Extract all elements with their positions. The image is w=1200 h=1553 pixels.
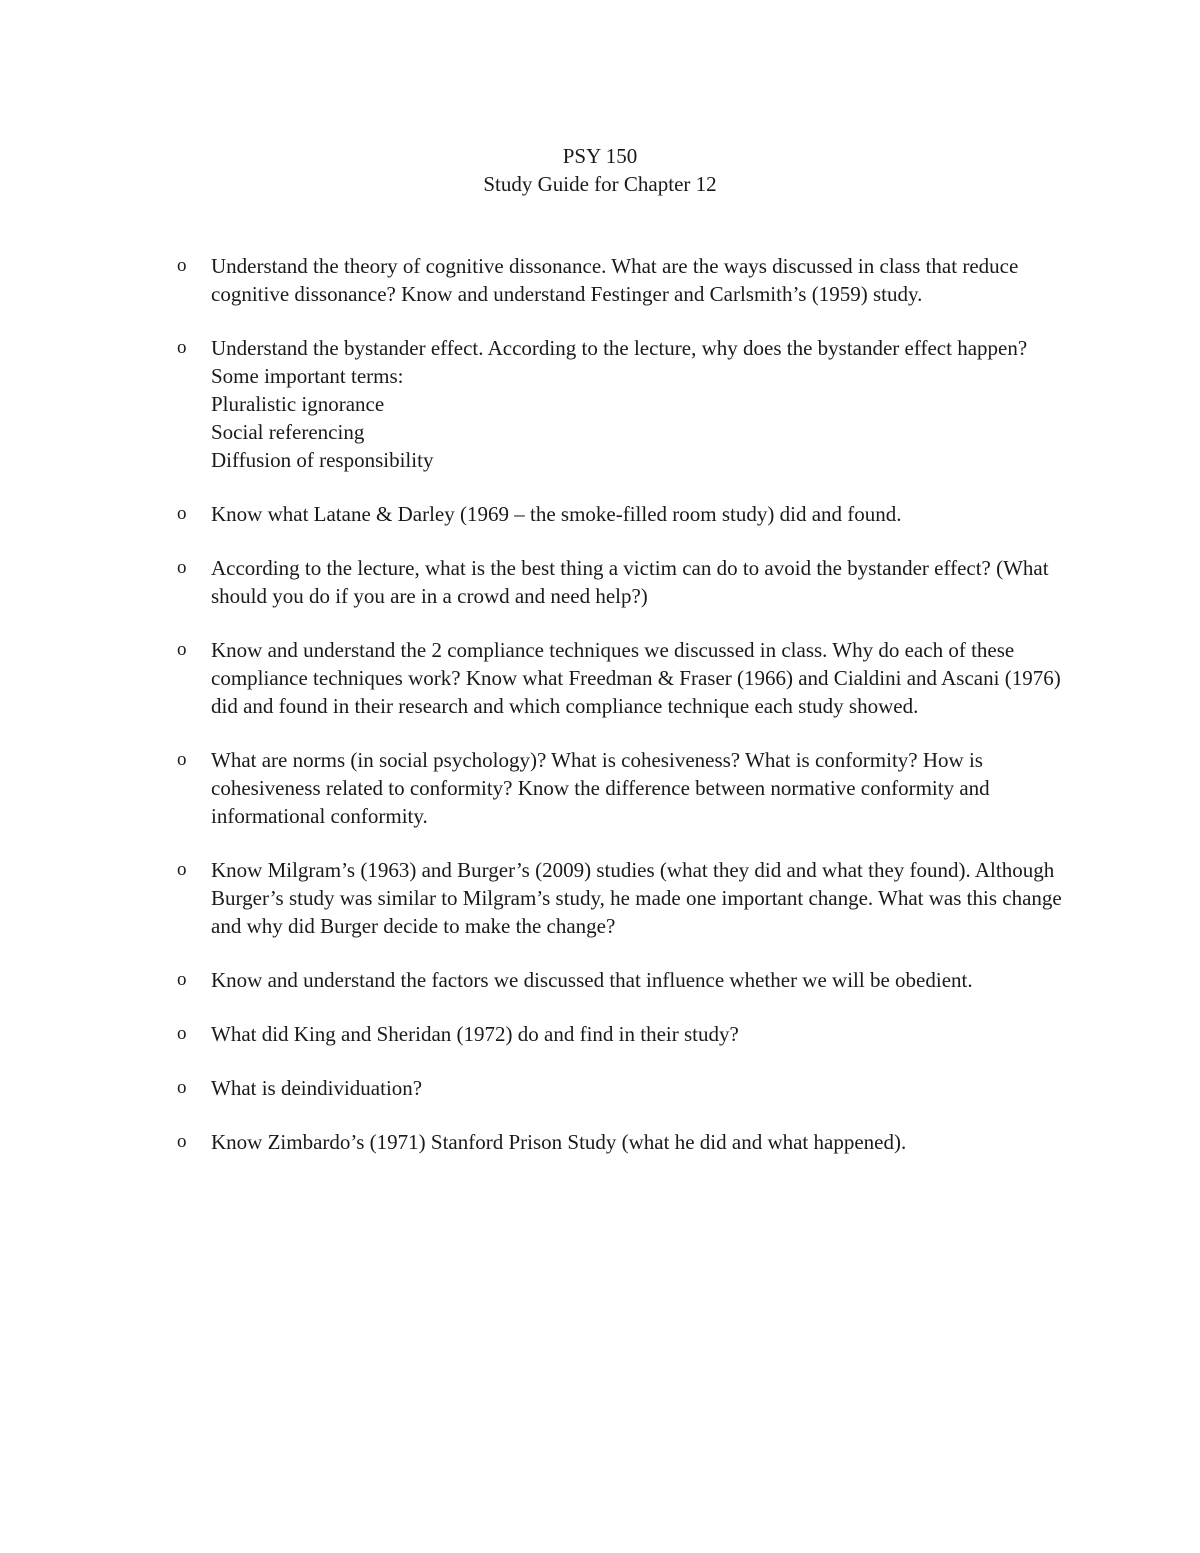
term-item: Diffusion of responsibility [211, 448, 434, 472]
list-item [173, 554, 1073, 610]
term-item: Pluralistic ignorance [211, 392, 385, 416]
study-guide-list [173, 252, 1073, 1182]
list-item [173, 252, 1073, 308]
list-item [173, 636, 1073, 720]
bullet-marker: o [177, 503, 187, 524]
list-item [173, 856, 1073, 940]
list-item-text: Know and understand the 2 compliance techniques we discussed in class. Why do each of these compliance techniques work? Know what Freedman & Fraser (1966) and Cialdini and Ascani (1976) did and found in their research and which compliance technique each study showed. [211, 638, 1061, 718]
list-item-text: Understand the bystander effect. According to the lecture, why does the bystander effect happen? Some important terms: [211, 336, 1028, 388]
list-item-text: Know and understand the factors we discussed that influence whether we will be obedient. [211, 968, 973, 992]
list-item [173, 500, 1073, 528]
list-item-text: According to the lecture, what is the best thing a victim can do to avoid the bystander effect? (What should you do if you are in a crowd and need help?) [211, 556, 1049, 608]
bullet-marker: o [177, 1077, 187, 1098]
list-item [173, 1020, 1073, 1048]
list-item [173, 746, 1073, 830]
document-subtitle: Study Guide for Chapter 12 [483, 172, 717, 196]
list-item [173, 1074, 1073, 1102]
list-item [173, 1128, 1073, 1156]
bullet-marker: o [177, 337, 187, 358]
list-item-text: Understand the theory of cognitive dissonance. What are the ways discussed in class that reduce cognitive dissonance? Know and understand Festinger and Carlsmith’s (1959) study. [211, 254, 1019, 306]
bullet-marker: o [177, 1131, 187, 1152]
bullet-marker: o [177, 255, 187, 276]
course-title: PSY 150 [562, 144, 638, 168]
bullet-marker: o [177, 639, 187, 660]
term-item: Social referencing [211, 420, 365, 444]
list-item-text: Know Milgram’s (1963) and Burger’s (2009) studies (what they did and what they found). Although Burger’s study was similar to Milgram’s study, he made one important change. What was this change and why did Burger decide to make the change? [211, 858, 1062, 938]
bullet-marker: o [177, 859, 187, 880]
bullet-marker: o [177, 557, 187, 578]
document-header [0, 142, 1200, 198]
list-item [173, 334, 1073, 474]
list-item-text: Know Zimbardo’s (1971) Stanford Prison Study (what he did and what happened). [211, 1130, 907, 1154]
bullet-marker: o [177, 1023, 187, 1044]
list-item-text: What is deindividuation? [211, 1076, 423, 1100]
list-item [173, 966, 1073, 994]
list-item-text: What are norms (in social psychology)? What is cohesiveness? What is conformity? How is cohesiveness related to conformity? Know the difference between normative conformity and informational conformity. [211, 748, 990, 828]
bullet-marker: o [177, 969, 187, 990]
list-item-text: What did King and Sheridan (1972) do and find in their study? [211, 1022, 739, 1046]
list-item-text: Know what Latane & Darley (1969 – the smoke-filled room study) did and found. [211, 502, 902, 526]
term-list [211, 390, 1073, 474]
bullet-marker: o [177, 749, 187, 770]
